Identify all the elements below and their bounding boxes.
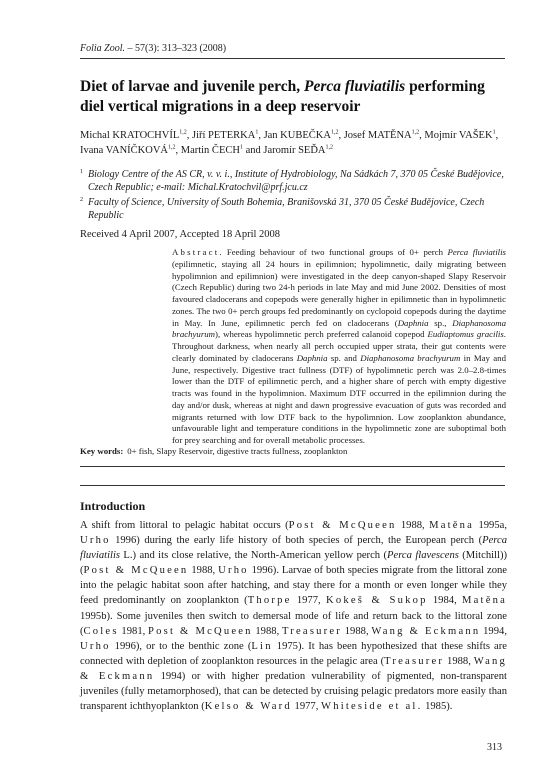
author-affiliation-mark: 1 [255,129,259,136]
received-dates: Received 4 April 2007, Accepted 18 April 2008 [80,229,281,240]
intro-text-run: Post & McQueen [148,625,253,637]
intro-text-run: Matěna [462,595,507,607]
author-affiliation-mark: 1 [492,129,496,136]
intro-text-run: Thorpe [247,595,292,607]
intro-text-run: Whiteside et al. [321,701,423,713]
volume-pages: – 57(3): 313–323 (2008) [125,43,227,54]
author-separator: , [419,130,425,141]
keywords-label: Key words: [80,446,124,456]
intro-text-run: 1994) or with higher predation vulnerability of pigmented, non-transparent juveniles (fully metamorphosed), that can be detected by cruising pelagic predators more easily than transparent ichthyoplankton ( [80,670,507,713]
abstract-text-run: Daphnia [397,317,429,328]
page-number: 313 [487,742,502,753]
journal-name: Folia Zool. [80,43,126,54]
intro-text-run: Wang & Eckmann [80,655,507,682]
abstract-text-run: sp. and [327,352,361,363]
intro-text-run: Lin [251,640,273,652]
abstract-text-run: ), whereas hypolimnetic perch preferred calanoid copepod [215,329,428,340]
affiliation-1-number: 1 [80,169,83,175]
intro-text-run: Perca fluviatilis [80,535,507,562]
intro-text-run: Coles [83,625,119,637]
author-name: Josef MATĚNA [343,130,412,141]
intro-text-run: 1995b). Some juveniles then switch to demersal mode of life and return back to the littoral zone ( [80,610,507,637]
intro-text-run: (Mitchill)) ( [80,550,507,577]
intro-text-run: 1996) during the early life history of both species of perch, the European perch ( [110,535,483,547]
abstract-text-run: Diaphanosoma brachyurum [360,352,461,363]
author-separator: and [242,145,264,156]
intro-text-run: Urho [80,640,111,652]
author-name: Ivana VANÍČKOVÁ [80,145,168,156]
author-name: Martin ČECH [180,145,240,156]
abstract-text-run: (epilimnetic, staying all 24 hours in epilimnion; hypolimnetic, daily migrating between hypolimnion and epilimnion) were investigated in the deep canyon-shaped Slapy Reservoir (Czech Republic) during two 24-h periods in late May and mid June 2002. Densities of most favoured cladocerans and copepods were generally higher in epilimnetic than in hypolimnetic zones. The two 0+ perch groups fed predominantly on cyclopoid copepods during the daytime in May. In June, epilimnetic perch fed on cladocerans ( [172,258,506,328]
intro-text-run: Post & McQueen [288,520,397,531]
intro-text-run: 1996). Larvae of both species migrate from the littoral zone into the pelagic habitat soon after hatching, and stay there for a month or even longer while they feed predominantly on zooplankton ( [80,565,507,607]
intro-text-run: 1977, [291,701,322,713]
intro-text-run: 1994, [480,625,507,637]
author-name: Jan KUBEČKA [263,130,331,141]
section-rule [80,485,505,486]
author-list [80,128,510,158]
intro-text-run: 1977, [291,595,326,607]
header-rule [80,58,505,59]
intro-text-run: Post & McQueen [83,565,189,577]
author-name: Mojmír VAŠEK [424,130,493,141]
running-head [80,43,226,54]
intro-text-run: 1988, [252,625,282,637]
intro-text-run: 1988, [342,625,372,637]
article-title [80,77,510,117]
intro-text-run: 1995a, [474,520,507,531]
intro-text-run: Kokeš & Sukop [325,595,428,607]
intro-text-run: A shift from littoral to pelagic habitat occurs ( [80,520,289,531]
author-separator: , [258,130,264,141]
title-species: Perca fluviatilis [304,78,406,95]
intro-text-run: Perca flavescens [387,550,459,562]
affiliation-1 [80,168,510,194]
intro-text-run: 1988, [188,565,219,577]
author-affiliation-mark: 1,2 [167,144,176,151]
author-affiliation-mark: 1 [239,144,243,151]
title-part-1: Diet of larvae and juvenile perch, [80,78,305,95]
intro-text-run: Urho [218,565,249,577]
intro-text-run: 1985). [422,701,453,713]
author-separator: , [338,130,344,141]
keywords-text: 0+ fish, Slapy Reservoir, digestive tracts fullness, zooplankton [127,446,348,456]
intro-text-run: Kelso & Ward [204,701,292,713]
author-separator: , [186,130,193,141]
affiliation-2 [80,196,510,222]
abstract-text-run: sp., [428,317,453,328]
intro-text-run: 1996), or to the benthic zone ( [110,640,252,652]
abstract-text-run: Feeding behaviour of two functional groups of 0+ perch [226,247,448,257]
author-separator: , [495,130,499,141]
intro-text-run: L.) and its close relative, the North-American yellow perch ( [120,550,388,562]
intro-text-run: 1988, [396,520,430,531]
author-affiliation-mark: 1,2 [330,129,339,136]
affiliation-2-text: Faculty of Science, University of South Bohemia, Branišovská 31, 370 05 České Budějovice, Czech Republic [88,197,485,221]
author-affiliation-mark: 1,2 [411,129,420,136]
abstract-text-run: Daphnia [296,352,328,363]
abstract-text-run: Eudiaptomus gracilis [427,329,504,340]
intro-text-run: Treasurer [384,655,445,667]
keywords [80,446,510,456]
author-separator: , [175,145,181,156]
intro-text-run: Matěna [429,520,475,531]
introduction-body [80,518,507,714]
intro-text-run: Treasurer [281,625,342,637]
affiliation-2-number: 2 [80,197,83,203]
abstract-text-run: Perca fluviatilis [447,247,506,257]
author-name: Michal KRATOCHVÍL [80,130,180,141]
author-name: Jaromír SEĎA [263,145,326,156]
affiliation-1-text: Biology Centre of the AS CR, v. v. i., Institute of Hydrobiology, Na Sádkách 7, 370 05 České Budějovice, Czech Republic; e-mail: Michal.Kratochvil@prf.jcu.cz [88,169,504,193]
intro-text-run: 1975). It has been hypothesized that these shifts are connected with depletion of zooplankton resources in the pelagic area ( [80,640,507,667]
abstract [172,247,506,447]
title-part-2: performing diel vertical migrations in a deep reservoir [80,78,485,115]
intro-text-run: 1988, [444,655,474,667]
abstract-text-run: . Throughout darkness, when nearly all perch occupied upper strata, their gut contents were clearly dominated by cladocerans [172,329,506,363]
author-affiliation-mark: 1,2 [179,129,187,136]
section-heading: Introduction [80,499,146,513]
author-affiliation-mark: 1,2 [325,144,333,151]
intro-text-run: 1981, [118,625,149,637]
abstract-text-run: Diaphanosoma brachyurum [172,317,506,340]
author-name: Jiří PETERKA [192,130,256,141]
abstract-body [172,247,506,445]
abstract-text-run: in May and June, respectively. Digestive tract fullness (DTF) of hypolimnetic perch was 2.0–2.8-times lower than the DTF of epilimnetic perch, and a higher share of perch with empty digestive tracts was found in the hypolimnion. Maximum DTF occurred in the epilimnion during the day and/or dusk, whereas at night and dawn progressive evacuation of guts was recorded and migrants returned with low DTF back to the hypolimnion. Low zooplankton abundance, unfavourable light and temperature conditions in the hypolimnetic zone are suboptimal both for prey searching and for overall metabolic processes. [172,352,506,445]
abstract-label: Abstract. [172,247,224,257]
intro-text-run: Urho [80,535,111,547]
intro-text-run: Wang & Eckmann [371,625,481,637]
keywords-rule [80,466,505,467]
intro-text-run: 1984, [427,595,463,607]
